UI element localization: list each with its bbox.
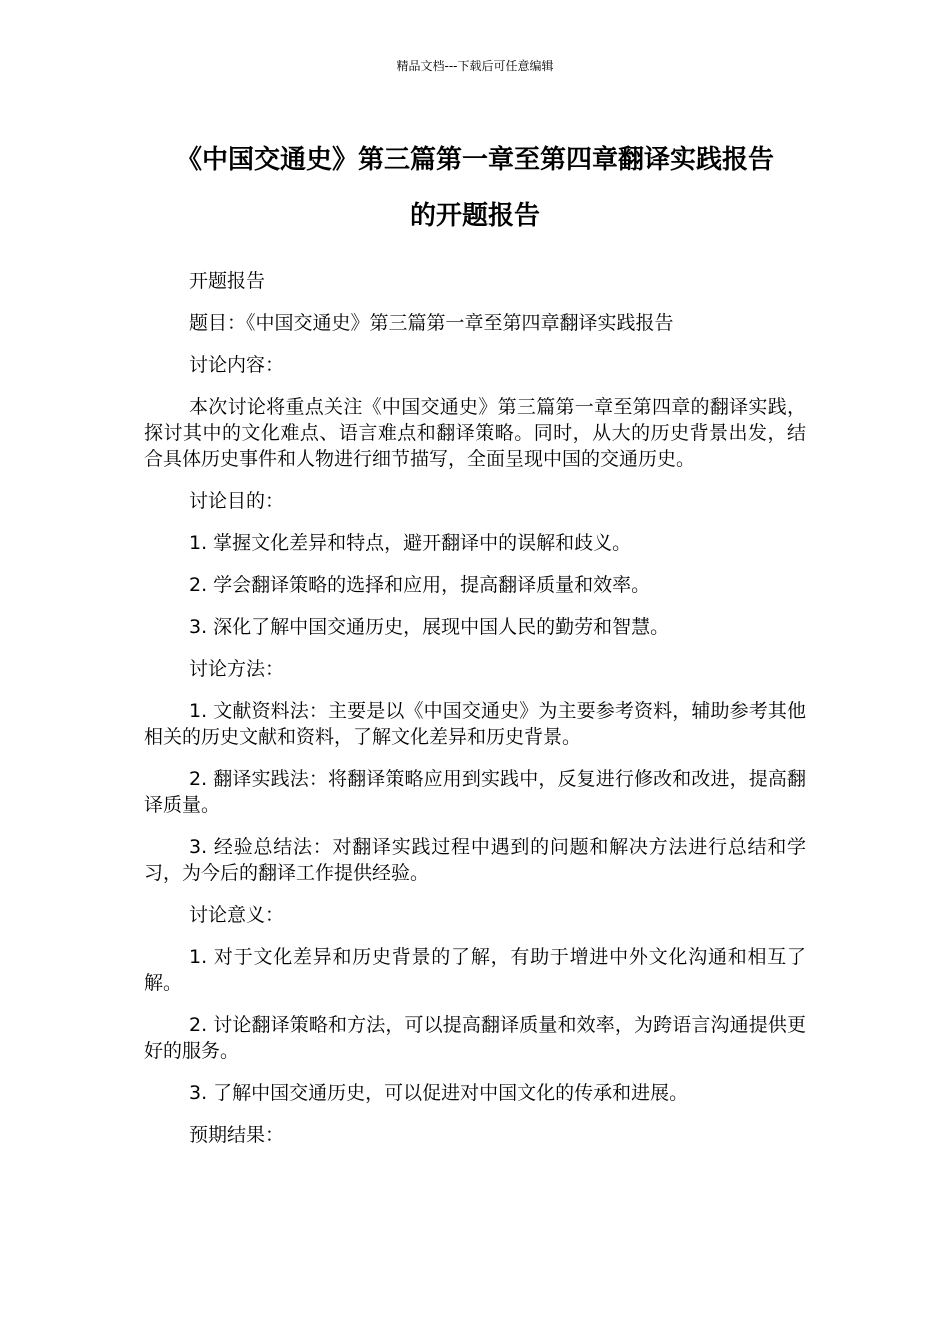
section-heading-report: 开题报告 (189, 270, 266, 292)
purpose-item-2: 2. 学会翻译策略的选择和应用，提高翻译质量和效率。 (189, 574, 651, 596)
report-topic: 题目：《中国交通史》第三篇第一章至第四章翻译实践报告 (189, 312, 674, 334)
purpose-item-3: 3. 深化了解中国交通历史，展现中国人民的勤劳和智慧。 (189, 616, 670, 638)
significance-item-2: 2. 讨论翻译策略和方法，可以提高翻译质量和效率，为跨语言沟通提供更好的服务。 (144, 1014, 806, 1062)
section-heading-content: 讨论内容： (189, 354, 285, 376)
significance-item-1: 1. 对于文化差异和历史背景的了解，有助于增进中外文化沟通和相互了解。 (144, 946, 806, 994)
document-title-line-2: 的开题报告 (409, 201, 540, 231)
purpose-item-1: 1. 掌握文化差异和特点，避开翻译中的误解和歧义。 (189, 532, 632, 554)
document-title-line-1: 《中国交通史》第三篇第一章至第四章翻译实践报告 (175, 145, 774, 175)
significance-item-3: 3. 了解中国交通历史，可以促进对中国文化的传承和进展。 (189, 1082, 689, 1104)
content-paragraph: 本次讨论将重点关注《中国交通史》第三篇第一章至第四章的翻译实践，探讨其中的文化难点、语言难点和翻译策略。同时，从大的历史背景出发，结合具体历史事件和人物进行细节描写，全面呈现中国的交通历史。 (144, 396, 806, 470)
header-note: 精品文档---下载后可任意编辑 (396, 59, 554, 73)
document-title (120, 132, 830, 244)
section-heading-method: 讨论方法： (189, 658, 285, 680)
method-item-3: 3. 经验总结法：对翻译实践过程中遇到的问题和解决方法进行总结和学习，为今后的翻译工作提供经验。 (144, 836, 806, 884)
method-item-2: 2. 翻译实践法：将翻译策略应用到实践中，反复进行修改和改进，提高翻译质量。 (144, 768, 806, 816)
section-heading-purpose: 讨论目的： (189, 490, 285, 512)
section-heading-expected-results: 预期结果： (189, 1124, 285, 1146)
section-heading-significance: 讨论意义： (189, 904, 285, 926)
method-item-1: 1. 文献资料法：主要是以《中国交通史》为主要参考资料，辅助参考其他相关的历史文献和资料，了解文化差异和历史背景。 (144, 700, 806, 748)
document-body (144, 268, 806, 1164)
